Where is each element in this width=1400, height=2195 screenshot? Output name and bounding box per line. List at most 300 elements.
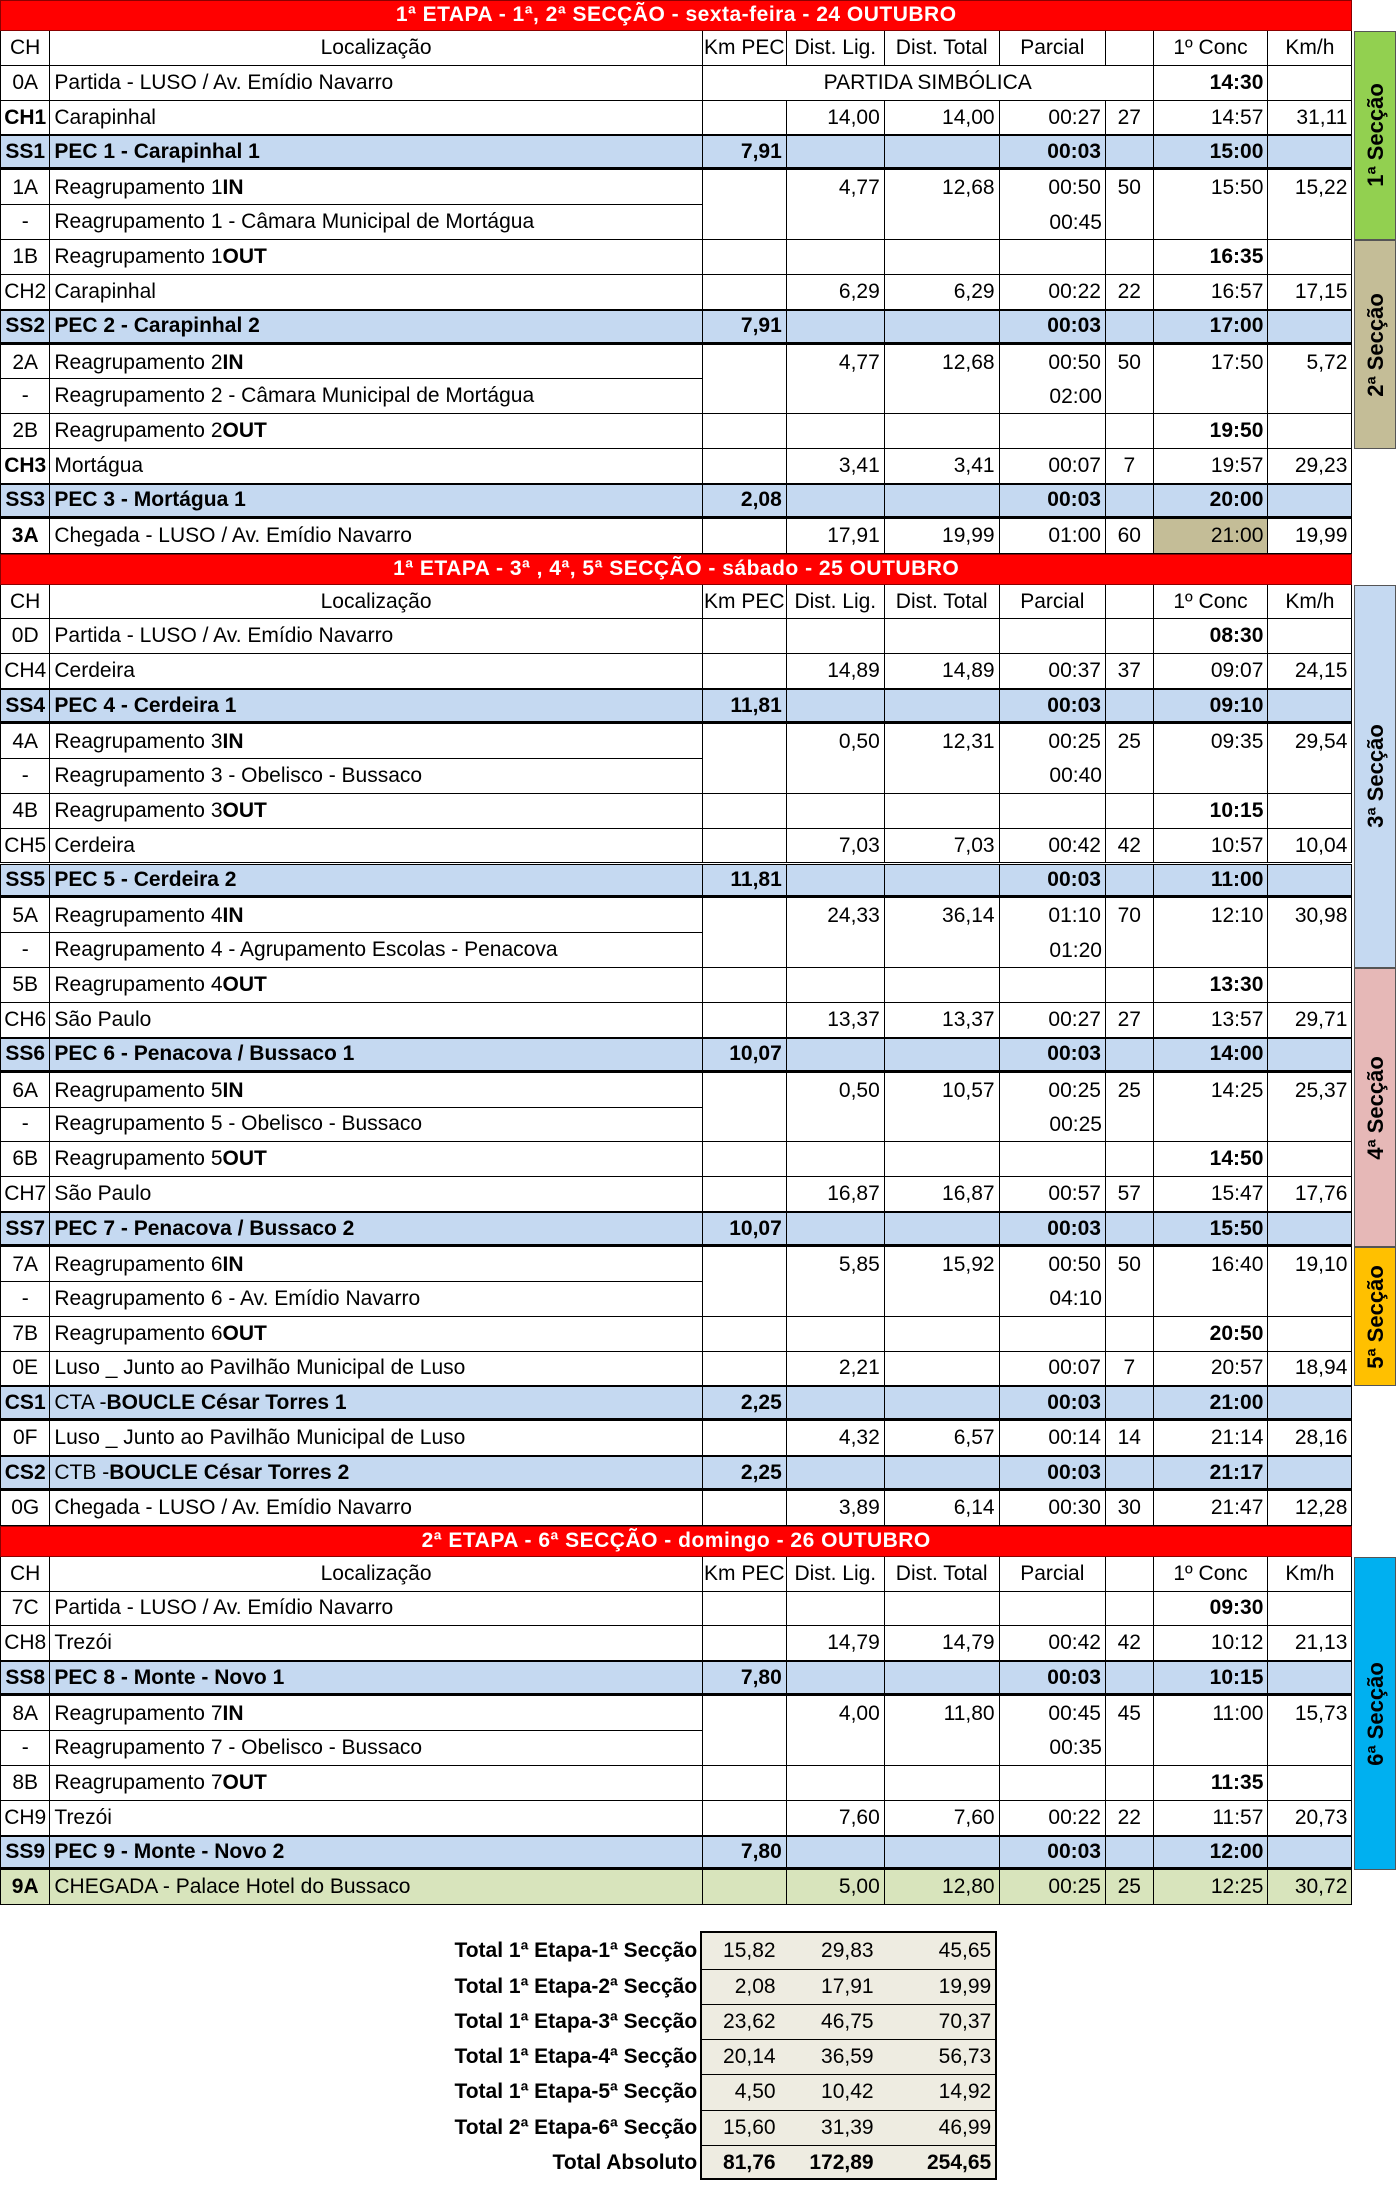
km-pec-cell xyxy=(703,1317,787,1352)
stage-row xyxy=(0,1317,1352,1352)
stage-row xyxy=(0,1212,1352,1247)
ch-cell: SS7 xyxy=(0,1212,50,1247)
ch-cell: - xyxy=(0,1108,50,1143)
ch-cell: - xyxy=(0,933,50,968)
parcial-cell: 00:50 xyxy=(1000,170,1106,205)
ch-cell: CH8 xyxy=(0,1626,50,1661)
parcial-cell: 00:22 xyxy=(1000,275,1106,310)
conc-cell: 16:35 xyxy=(1154,240,1269,275)
location-cell: Partida - LUSO / Av. Emídio Navarro xyxy=(50,1592,702,1627)
location-cell: Reagrupamento 1 OUT xyxy=(50,240,702,275)
stage-row xyxy=(0,275,1352,310)
km-pec-cell: 7,80 xyxy=(703,1836,787,1871)
dist-lig-cell: 5,85 xyxy=(787,1247,885,1282)
location-cell: Reagrupamento 7 OUT xyxy=(50,1766,702,1801)
ch-cell: - xyxy=(0,379,50,414)
conc-cell: 12:00 xyxy=(1154,1836,1269,1871)
parcial-cell: 00:30 xyxy=(1000,1491,1106,1526)
location-cell: Reagrupamento 1 - Câmara Municipal de Mortágua xyxy=(50,205,702,240)
dist-total-cell xyxy=(885,1352,1000,1387)
totals-value: 15,82 xyxy=(723,1939,776,1963)
dist-lig-cell xyxy=(787,240,885,275)
column-header: Parcial xyxy=(1000,585,1106,620)
section-side-label xyxy=(1354,1557,1396,1871)
dist-lig-cell: 14,89 xyxy=(787,654,885,689)
parcial-cell: 00:03 xyxy=(1000,1212,1106,1247)
column-header: CH xyxy=(0,585,50,620)
empty-cell xyxy=(885,1108,1000,1143)
kmh-cell xyxy=(1268,619,1352,654)
ch-cell: CS1 xyxy=(0,1386,50,1421)
dist-total-cell xyxy=(885,1836,1000,1871)
conc-cell: 13:30 xyxy=(1154,968,1269,1003)
location-cell: Reagrupamento 4 - Agrupamento Escolas - Penacova xyxy=(50,933,702,968)
parcial-cell: 00:50 xyxy=(1000,1247,1106,1282)
km-pec-cell xyxy=(703,414,787,449)
column-header xyxy=(1106,31,1154,66)
column-header: Localização xyxy=(50,31,702,66)
kmh-cell xyxy=(1268,1038,1352,1073)
totals-label: Total 2ª Etapa-6ª Secção xyxy=(454,2115,698,2139)
dist-lig-cell: 17,91 xyxy=(787,519,885,554)
km-pec-cell xyxy=(703,619,787,654)
column-header: Dist. Lig. xyxy=(787,1557,885,1592)
parcial-cell: 04:10 xyxy=(1049,1287,1102,1311)
dist-total-cell xyxy=(885,1212,1000,1247)
dist-total-cell xyxy=(885,1038,1000,1073)
dist-lig-cell: 4,77 xyxy=(787,170,885,205)
dist-lig-cell: 3,41 xyxy=(787,449,885,484)
parcial-cell: 00:40 xyxy=(1049,764,1102,788)
conc-cell: 15:47 xyxy=(1154,1177,1269,1212)
ch-cell: SS9 xyxy=(0,1836,50,1871)
totals-label: Total 1ª Etapa-1ª Secção xyxy=(454,1939,698,1963)
stage-row xyxy=(0,1696,1352,1766)
section-side-label xyxy=(1354,968,1396,1247)
totals-value: 4,50 xyxy=(734,2080,776,2104)
km-pec-cell: 10,07 xyxy=(703,1038,787,1073)
kmh-cell xyxy=(1268,1456,1352,1491)
minutes-cell xyxy=(1106,484,1154,519)
minutes-cell xyxy=(1106,1836,1154,1871)
ch-cell: 6B xyxy=(0,1142,50,1177)
minutes-cell: 22 xyxy=(1106,1801,1154,1836)
column-header: Parcial xyxy=(1000,31,1106,66)
dist-lig-cell: 14,79 xyxy=(787,1626,885,1661)
section-side-label xyxy=(1354,240,1396,449)
column-header: Km/h xyxy=(1268,585,1352,620)
km-pec-cell xyxy=(703,1491,787,1526)
conc-cell: 19:50 xyxy=(1154,414,1269,449)
parcial-cell: 00:45 xyxy=(1049,210,1102,234)
empty-cell xyxy=(885,759,1000,794)
totals-value: 36,59 xyxy=(821,2045,874,2069)
dist-lig-cell xyxy=(787,689,885,724)
dist-total-cell: 7,03 xyxy=(885,829,1000,864)
stage-row xyxy=(0,519,1352,554)
dist-lig-cell xyxy=(787,310,885,345)
conc-cell: 09:07 xyxy=(1154,654,1269,689)
location-cell: PEC 6 - Penacova / Bussaco 1 xyxy=(50,1038,702,1073)
kmh-cell: 17,15 xyxy=(1268,275,1352,310)
empty-cell xyxy=(787,1282,885,1317)
conc-cell: 15:00 xyxy=(1154,135,1269,170)
location-cell: Reagrupamento 5 - Obelisco - Bussaco xyxy=(50,1108,702,1143)
stage-row xyxy=(0,898,1352,968)
dist-lig-cell: 24,33 xyxy=(787,898,885,933)
kmh-cell xyxy=(1268,240,1352,275)
kmh-cell xyxy=(1268,66,1352,101)
kmh-cell: 12,28 xyxy=(1268,1491,1352,1526)
ch-cell: CH9 xyxy=(0,1801,50,1836)
ch-cell: 0D xyxy=(0,619,50,654)
parcial-cell: 00:25 xyxy=(1000,1870,1106,1905)
ch-cell: 2A xyxy=(0,345,50,380)
minutes-cell: 70 xyxy=(1106,898,1154,968)
minutes-cell xyxy=(1106,619,1154,654)
location-cell: Reagrupamento 4 OUT xyxy=(50,968,702,1003)
conc-cell: 20:50 xyxy=(1154,1317,1269,1352)
ch-cell: 3A xyxy=(0,519,50,554)
kmh-cell xyxy=(1268,1142,1352,1177)
dist-total-cell: 14,00 xyxy=(885,101,1000,136)
kmh-cell xyxy=(1268,1212,1352,1247)
dist-total-cell xyxy=(885,619,1000,654)
dist-total-cell xyxy=(885,794,1000,829)
kmh-cell: 28,16 xyxy=(1268,1421,1352,1456)
conc-cell: 10:12 xyxy=(1154,1626,1269,1661)
ch-cell: CH1 xyxy=(0,101,50,136)
ch-cell: 1B xyxy=(0,240,50,275)
location-cell: Reagrupamento 7 IN xyxy=(50,1696,702,1731)
dist-lig-cell: 7,60 xyxy=(787,1801,885,1836)
section-side-label-text: 2ª Secção xyxy=(1362,292,1388,397)
column-header: 1º Conc xyxy=(1154,585,1269,620)
km-pec-cell xyxy=(703,898,787,968)
dist-total-cell xyxy=(885,968,1000,1003)
parcial-cell: 00:25 xyxy=(1049,1112,1102,1136)
totals-label: Total 1ª Etapa-4ª Secção xyxy=(454,2045,698,2069)
conc-cell: 12:25 xyxy=(1154,1870,1269,1905)
km-pec-cell xyxy=(703,654,787,689)
dist-lig-cell: 13,37 xyxy=(787,1003,885,1038)
dist-lig-cell xyxy=(787,414,885,449)
minutes-cell xyxy=(1106,1592,1154,1627)
ch-cell: CH2 xyxy=(0,275,50,310)
km-pec-cell: 7,91 xyxy=(703,310,787,345)
ch-cell: 0F xyxy=(0,1421,50,1456)
parcial-cell: 00:03 xyxy=(1000,1456,1106,1491)
ch-cell: 4A xyxy=(0,724,50,759)
section-side-label-text: 4ª Secção xyxy=(1362,1055,1388,1160)
column-header: CH xyxy=(0,31,50,66)
conc-cell: 10:57 xyxy=(1154,829,1269,864)
dist-lig-cell xyxy=(787,1038,885,1073)
dist-lig-cell xyxy=(787,794,885,829)
kmh-cell xyxy=(1268,1592,1352,1627)
parcial-cell xyxy=(1000,240,1106,275)
dist-lig-cell: 4,00 xyxy=(787,1696,885,1731)
minutes-cell xyxy=(1106,414,1154,449)
stage-row xyxy=(0,968,1352,1003)
minutes-cell xyxy=(1106,1456,1154,1491)
totals-value: 172,89 xyxy=(809,2150,874,2174)
parcial-cell: 00:22 xyxy=(1000,1801,1106,1836)
dist-lig-cell xyxy=(787,1142,885,1177)
location-cell: Reagrupamento 2 IN xyxy=(50,345,702,380)
location-cell: PEC 1 - Carapinhal 1 xyxy=(50,135,702,170)
dist-total-cell: 3,41 xyxy=(885,449,1000,484)
conc-cell: 13:57 xyxy=(1154,1003,1269,1038)
dist-total-cell xyxy=(885,414,1000,449)
parcial-cell: 00:37 xyxy=(1000,654,1106,689)
dist-total-cell xyxy=(885,135,1000,170)
dist-lig-cell: 14,00 xyxy=(787,101,885,136)
kmh-cell: 21,13 xyxy=(1268,1626,1352,1661)
location-cell: São Paulo xyxy=(50,1003,702,1038)
conc-cell: 08:30 xyxy=(1154,619,1269,654)
conc-cell: 21:00 xyxy=(1154,519,1269,554)
ch-cell: - xyxy=(0,205,50,240)
column-header: Km/h xyxy=(1268,31,1352,66)
ch-cell: 5A xyxy=(0,898,50,933)
dist-lig-cell: 4,32 xyxy=(787,1421,885,1456)
dist-total-cell xyxy=(885,1592,1000,1627)
totals-value: 29,83 xyxy=(821,1939,874,1963)
conc-cell: 10:15 xyxy=(1154,794,1269,829)
km-pec-cell xyxy=(703,345,787,415)
km-pec-cell: 11,81 xyxy=(703,864,787,899)
dist-lig-cell xyxy=(787,1212,885,1247)
conc-cell: 10:15 xyxy=(1154,1661,1269,1696)
parcial-cell: 00:03 xyxy=(1000,1386,1106,1421)
column-header xyxy=(1106,1557,1154,1592)
minutes-cell xyxy=(1106,968,1154,1003)
kmh-cell: 18,94 xyxy=(1268,1352,1352,1387)
dist-total-cell: 19,99 xyxy=(885,519,1000,554)
location-cell: Luso _ Junto ao Pavilhão Municipal de Luso xyxy=(50,1352,702,1387)
parcial-cell: 01:10 xyxy=(1000,898,1106,933)
minutes-cell: 42 xyxy=(1106,829,1154,864)
ch-cell: 7C xyxy=(0,1592,50,1627)
section-side-label xyxy=(1354,1247,1396,1386)
conc-cell: 17:00 xyxy=(1154,310,1269,345)
conc-cell: 11:35 xyxy=(1154,1766,1269,1801)
ch-cell: CH6 xyxy=(0,1003,50,1038)
km-pec-cell: 11,81 xyxy=(703,689,787,724)
parcial-cell: 00:42 xyxy=(1000,1626,1106,1661)
dist-lig-cell: 4,77 xyxy=(787,345,885,380)
totals-value: 254,65 xyxy=(926,2150,992,2174)
stage-row xyxy=(0,794,1352,829)
dist-lig-cell xyxy=(787,1386,885,1421)
kmh-cell xyxy=(1268,484,1352,519)
location-cell: Reagrupamento 1 IN xyxy=(50,170,702,205)
conc-cell: 14:50 xyxy=(1154,1142,1269,1177)
totals-value: 70,37 xyxy=(938,2009,992,2033)
kmh-cell: 29,71 xyxy=(1268,1003,1352,1038)
location-cell: Reagrupamento 4 IN xyxy=(50,898,702,933)
km-pec-cell xyxy=(703,1421,787,1456)
stage-row xyxy=(0,1661,1352,1696)
column-header-row xyxy=(0,585,1352,620)
dist-total-cell xyxy=(885,240,1000,275)
dist-total-cell: 6,14 xyxy=(885,1491,1000,1526)
stage-row xyxy=(0,1352,1352,1387)
kmh-cell: 29,23 xyxy=(1268,449,1352,484)
parcial-cell xyxy=(1000,1766,1106,1801)
parcial-cell: 00:27 xyxy=(1000,101,1106,136)
kmh-cell: 29,54 xyxy=(1268,724,1352,794)
minutes-cell: 50 xyxy=(1106,1247,1154,1317)
totals-value: 2,08 xyxy=(734,1974,776,1998)
empty-cell xyxy=(885,1731,1000,1766)
ch-cell: SS2 xyxy=(0,310,50,345)
km-pec-cell: 2,08 xyxy=(703,484,787,519)
location-cell: Reagrupamento 3 OUT xyxy=(50,794,702,829)
location-cell: CTA - BOUCLE César Torres 1 xyxy=(50,1386,702,1421)
totals-value: 23,62 xyxy=(723,2009,776,2033)
kmh-cell: 20,73 xyxy=(1268,1801,1352,1836)
minutes-cell: 7 xyxy=(1106,449,1154,484)
section-side-label xyxy=(1354,585,1396,968)
km-pec-cell xyxy=(703,275,787,310)
column-header: Localização xyxy=(50,1557,702,1592)
conc-cell: 09:10 xyxy=(1154,689,1269,724)
parcial-cell: 00:25 xyxy=(1000,1073,1106,1108)
location-cell: Reagrupamento 3 - Obelisco - Bussaco xyxy=(50,759,702,794)
stage-row xyxy=(0,66,1352,101)
totals-value: 45,65 xyxy=(938,1939,992,1963)
location-cell: Mortágua xyxy=(50,449,702,484)
parcial-cell: 00:35 xyxy=(1049,1736,1102,1760)
parcial-cell: 00:03 xyxy=(1000,1836,1106,1871)
parcial-cell: 00:25 xyxy=(1000,724,1106,759)
minutes-cell: 30 xyxy=(1106,1491,1154,1526)
stage-row xyxy=(0,1626,1352,1661)
totals-label: Total 1ª Etapa-5ª Secção xyxy=(454,2080,698,2104)
location-cell: Reagrupamento 5 IN xyxy=(50,1073,702,1108)
parcial-cell: 00:57 xyxy=(1000,1177,1106,1212)
stage-row xyxy=(0,829,1352,864)
km-pec-cell: 10,07 xyxy=(703,1212,787,1247)
conc-cell: 11:00 xyxy=(1154,864,1269,899)
kmh-cell xyxy=(1268,1766,1352,1801)
parcial-cell: 00:03 xyxy=(1000,135,1106,170)
dist-lig-cell xyxy=(787,1661,885,1696)
conc-cell: 11:00 xyxy=(1154,1696,1269,1766)
conc-cell: 09:30 xyxy=(1154,1592,1269,1627)
minutes-cell: 27 xyxy=(1106,101,1154,136)
ch-cell: 0G xyxy=(0,1491,50,1526)
kmh-cell xyxy=(1268,1836,1352,1871)
conc-cell: 14:57 xyxy=(1154,101,1269,136)
parcial-cell: 02:00 xyxy=(1049,384,1102,408)
dist-total-cell: 15,92 xyxy=(885,1247,1000,1282)
location-cell: PEC 5 - Cerdeira 2 xyxy=(50,864,702,899)
ch-cell: 1A xyxy=(0,170,50,205)
minutes-cell xyxy=(1106,1766,1154,1801)
dist-total-cell: 12,68 xyxy=(885,170,1000,205)
stage-row xyxy=(0,1870,1352,1905)
ch-cell: SS4 xyxy=(0,689,50,724)
km-pec-cell xyxy=(703,1592,787,1627)
ch-cell: - xyxy=(0,759,50,794)
location-cell: Trezói xyxy=(50,1626,702,1661)
minutes-cell xyxy=(1106,1661,1154,1696)
empty-cell xyxy=(885,379,1000,414)
section-side-label-text: 5ª Secção xyxy=(1362,1264,1388,1369)
ch-cell: 0E xyxy=(0,1352,50,1387)
parcial-cell xyxy=(1000,794,1106,829)
stage-row xyxy=(0,1836,1352,1871)
dist-total-cell xyxy=(885,1386,1000,1421)
dist-lig-cell: 0,50 xyxy=(787,724,885,759)
stage-row xyxy=(0,135,1352,170)
dist-total-cell: 13,37 xyxy=(885,1003,1000,1038)
ch-cell: CH3 xyxy=(0,449,50,484)
dist-total-cell xyxy=(885,1317,1000,1352)
km-pec-cell xyxy=(703,1003,787,1038)
dist-total-cell: 36,14 xyxy=(885,898,1000,933)
totals-value: 31,39 xyxy=(821,2115,874,2139)
parcial-cell: 00:03 xyxy=(1000,1038,1106,1073)
column-header: Parcial xyxy=(1000,1557,1106,1592)
column-header: Dist. Lig. xyxy=(787,585,885,620)
parcial-cell xyxy=(1000,1142,1106,1177)
location-cell: Carapinhal xyxy=(50,275,702,310)
dist-total-cell: 14,89 xyxy=(885,654,1000,689)
ch-cell: CH7 xyxy=(0,1177,50,1212)
ch-cell: 2B xyxy=(0,414,50,449)
ch-cell: CH5 xyxy=(0,829,50,864)
conc-cell: 16:40 xyxy=(1154,1247,1269,1317)
location-cell: Chegada - LUSO / Av. Emídio Navarro xyxy=(50,1491,702,1526)
parcial-cell: 00:50 xyxy=(1000,345,1106,380)
parcial-cell: 00:03 xyxy=(1000,864,1106,899)
section-side-label xyxy=(1354,31,1396,240)
stage-row xyxy=(0,240,1352,275)
totals-value: 81,76 xyxy=(723,2150,776,2174)
parcial-cell: 00:03 xyxy=(1000,689,1106,724)
column-header: Km/h xyxy=(1268,1557,1352,1592)
section-title-band: 1ª ETAPA - 1ª, 2ª SECÇÃO - sexta-feira - 24 OUTUBRO xyxy=(0,0,1352,31)
empty-cell xyxy=(885,1282,1000,1317)
stage-row xyxy=(0,1766,1352,1801)
ch-cell: SS3 xyxy=(0,484,50,519)
ch-cell: SS1 xyxy=(0,135,50,170)
conc-cell: 14:00 xyxy=(1154,1038,1269,1073)
minutes-cell xyxy=(1106,1317,1154,1352)
totals-value: 10,42 xyxy=(821,2080,874,2104)
ch-cell: SS8 xyxy=(0,1661,50,1696)
column-header-row xyxy=(0,1557,1352,1592)
dist-lig-cell xyxy=(787,619,885,654)
kmh-cell: 25,37 xyxy=(1268,1073,1352,1143)
minutes-cell: 37 xyxy=(1106,654,1154,689)
dist-lig-cell xyxy=(787,1317,885,1352)
kmh-cell: 15,22 xyxy=(1268,170,1352,240)
ch-cell: 4B xyxy=(0,794,50,829)
kmh-cell xyxy=(1268,968,1352,1003)
minutes-cell: 50 xyxy=(1106,170,1154,240)
location-cell: PEC 3 - Mortágua 1 xyxy=(50,484,702,519)
stage-row xyxy=(0,689,1352,724)
kmh-cell: 30,98 xyxy=(1268,898,1352,968)
totals-value: 20,14 xyxy=(723,2045,776,2069)
km-pec-cell xyxy=(703,1247,787,1317)
stage-row xyxy=(0,1003,1352,1038)
